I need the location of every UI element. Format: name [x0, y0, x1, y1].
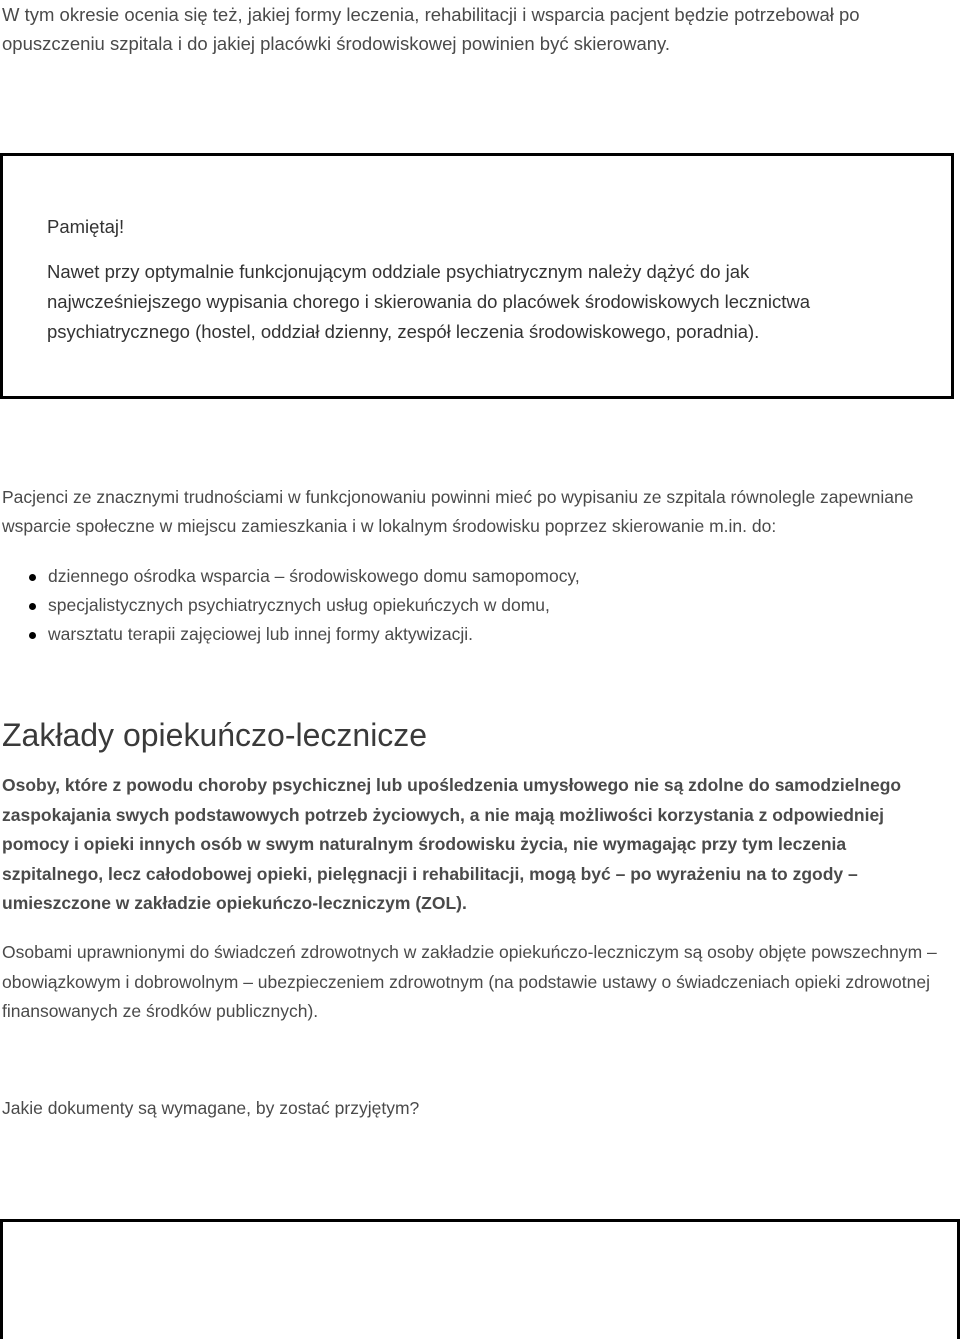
list-item-text: specjalistycznych psychiatrycznych usług opiekuńczych w domu,: [48, 595, 550, 615]
bullet-icon: [29, 632, 36, 639]
zol-eligibility: Osobami uprawnionymi do świadczeń zdrowotnych w zakładzie opiekuńczo-leczniczym są osoby objęte powszechnym – obowiązkowym i dobrowolnym – ubezpieczeniem zdrowotnym (na podstawie ustawy o świadczeniach opieki zdrowotnej finansowanych ze środków publicznych).: [2, 942, 937, 1021]
list-item-text: warsztatu terapii zajęciowej lub innej formy aktywizacji.: [48, 624, 474, 644]
bottom-box: [0, 1219, 960, 1339]
list-item: [0, 562, 580, 591]
section-heading: Zakłady opiekuńczo-lecznicze: [2, 717, 428, 753]
documents-question: Jakie dokumenty są wymagane, by zostać przyjętym?: [2, 1098, 420, 1118]
support-list: [0, 562, 580, 649]
list-item: [0, 620, 580, 649]
remember-box: [0, 153, 954, 399]
bullet-icon: [29, 603, 36, 610]
remember-title: Pamiętaj!: [47, 216, 125, 237]
list-item: [0, 591, 580, 620]
zol-description: Osoby, które z powodu choroby psychicznej lub upośledzenia umysłowego nie są zdolne do samodzielnego zaspokajania swych podstawowych potrzeb życiowych, a nie mają możliwości korzystania z odpowiedniej pomocy i opieki innych osób w swym naturalnym środowisku życia, nie wymagając przy tym leczenia szpitalnego, lecz całodobowej opieki, pielęgnacji i rehabilitacji, mogą być – po wyrażeniu na to zgody – umieszczone w zakładzie opiekuńczo-leczniczym (ZOL).: [2, 775, 902, 913]
support-paragraph: Pacjenci ze znacznymi trudnościami w funkcjonowaniu powinni mieć po wypisaniu ze szpitala równolegle zapewniane wsparcie społeczne w miejscu zamieszkania i w lokalnym środowisku poprzez skierowanie m.in. do:: [2, 487, 914, 536]
intro-paragraph: W tym okresie ocenia się też, jakiej formy leczenia, rehabilitacji i wsparcia pacjent będzie potrzebował po opuszczeniu szpitala i do jakiej placówki środowiskowej powinien być skierowany.: [2, 4, 860, 54]
list-item-text: dziennego ośrodka wsparcia – środowiskowego domu samopomocy,: [48, 566, 580, 586]
bullet-icon: [29, 574, 36, 581]
remember-text: Nawet przy optymalnie funkcjonującym oddziale psychiatrycznym należy dążyć do jak najwcześniejszego wypisania chorego i skierowania do placówek środowiskowych lecznictwa psychiatrycznego (hostel, oddział dzienny, zespół leczenia środowiskowego, poradnia).: [47, 261, 810, 342]
